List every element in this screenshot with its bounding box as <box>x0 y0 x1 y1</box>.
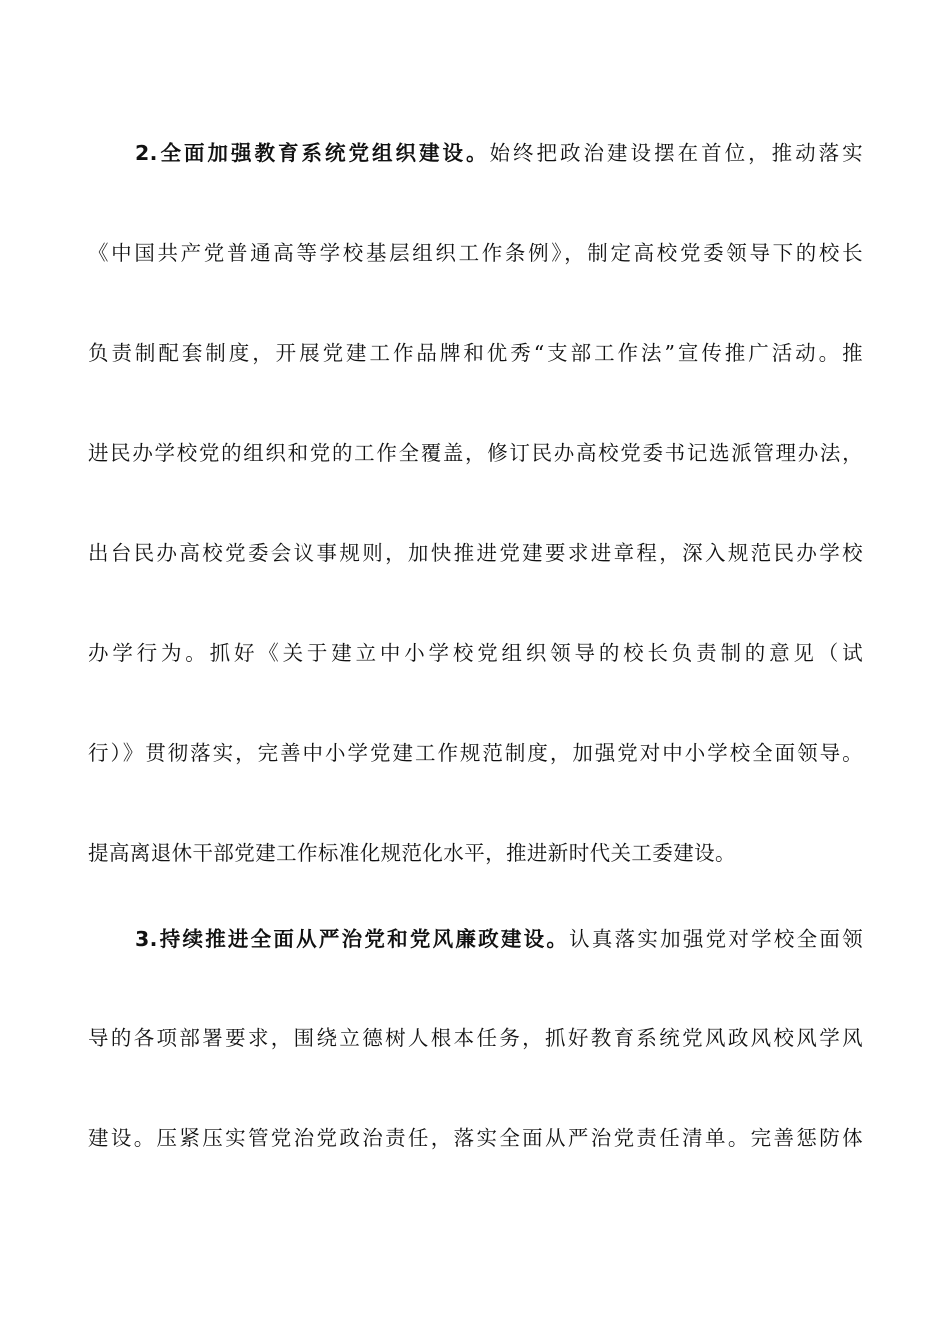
paragraph-2-line-1 <box>135 138 863 168</box>
paragraph-2-line-4: 进民办学校党的组织和党的工作全覆盖，修订民办高校党委书记选派管理办法， <box>88 441 863 465</box>
paragraph-2-line-2: 《中国共产党普通高等学校基层组织工作条例》，制定高校党委领导下的校长 <box>88 241 863 265</box>
paragraph-2-line-5: 出台民办高校党委会议事规则，加快推进党建要求进章程，深入规范民办学校 <box>88 541 863 565</box>
paragraph-3-text: 认真落实加强党对学校全面领 <box>569 927 863 951</box>
paragraph-3-line-3: 建设。压紧压实管党治党政治责任，落实全面从严治党责任清单。完善惩防体 <box>88 1126 863 1150</box>
paragraph-2-heading: 2.全面加强教育系统党组织建设。 <box>135 141 490 165</box>
paragraph-2-line-8: 提高离退休干部党建工作标准化规范化水平，推进新时代关工委建设。 <box>88 841 736 865</box>
paragraph-2-line-6: 办学行为。抓好《关于建立中小学校党组织领导的校长负责制的意见（试 <box>88 641 863 665</box>
paragraph-3-line-2: 导的各项部署要求，围绕立德树人根本任务，抓好教育系统党风政风校风学风 <box>88 1026 863 1050</box>
paragraph-2-line-3: 负责制配套制度，开展党建工作品牌和优秀“支部工作法”宣传推广活动。推 <box>88 341 863 365</box>
paragraph-3-heading: 3.持续推进全面从严治党和党风廉政建设。 <box>135 927 570 951</box>
paragraph-2-line-7: 行）》贯彻落实，完善中小学党建工作规范制度，加强党对中小学校全面领导。 <box>88 741 863 765</box>
paragraph-2-text: 始终把政治建设摆在首位，推动落实 <box>489 141 864 165</box>
paragraph-3-line-1 <box>135 924 863 954</box>
